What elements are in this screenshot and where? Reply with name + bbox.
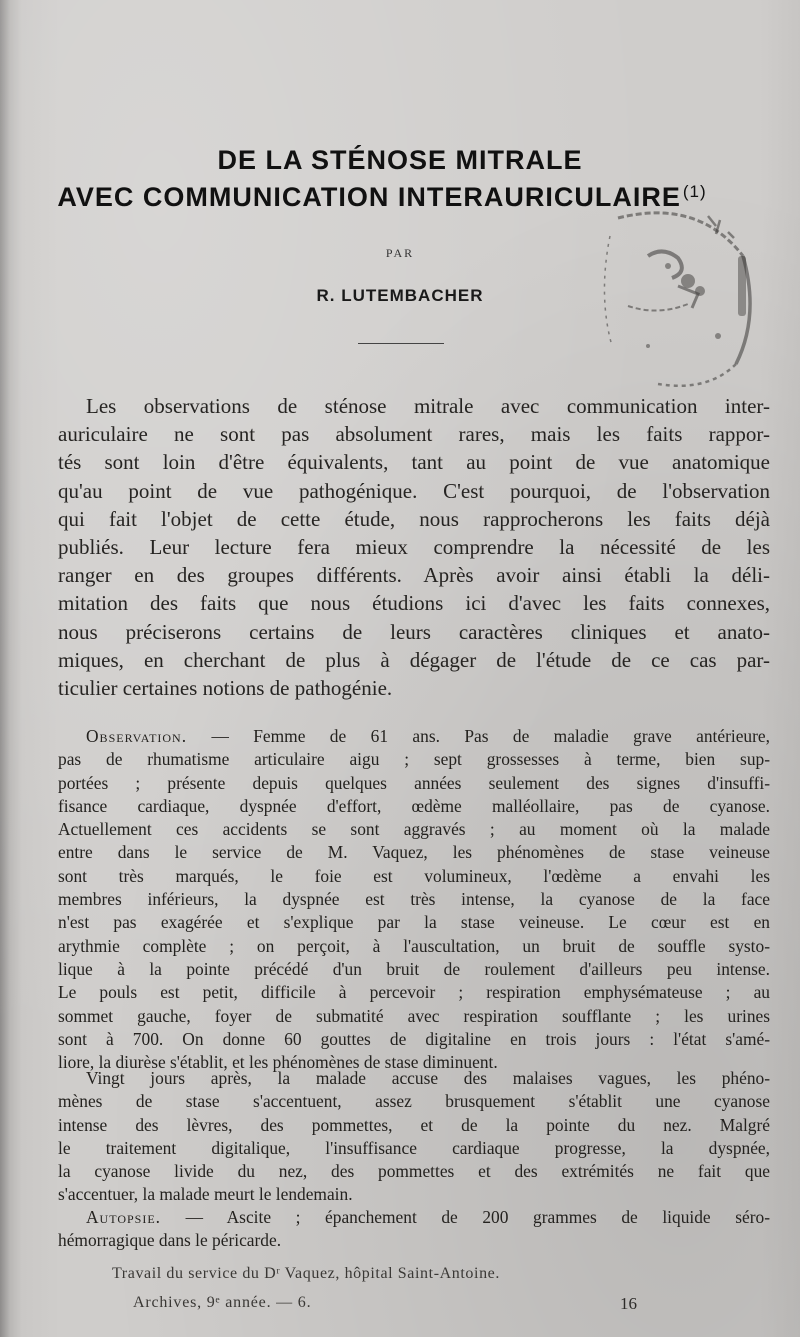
intro-line: auriculaire ne sont pas absolument rares, mais les faits rappor- bbox=[58, 422, 770, 447]
observation-label: Observation. bbox=[86, 726, 188, 746]
intro-paragraph bbox=[58, 392, 770, 702]
page-number: 16 bbox=[620, 1294, 637, 1313]
clinical-course-line: intense des lèvres, des pommettes, et de la pointe du nez. Malgré bbox=[58, 1114, 770, 1135]
observation-first-line bbox=[58, 725, 770, 748]
intro-line: ticulier certaines notions de pathogénie. bbox=[58, 676, 393, 701]
autopsy-first-line bbox=[58, 1206, 770, 1229]
footnote-marker: (1) bbox=[682, 182, 707, 201]
observation-line: sommet gauche, foyer de submatité avec respiration soufflante ; les urines bbox=[58, 1005, 770, 1026]
observation-line: entre dans le service de M. Vaquez, les phénomènes de stase veineuse bbox=[58, 842, 770, 863]
clinical-course-line: s'accentuer, la malade meurt le lendemain. bbox=[58, 1184, 353, 1205]
clinical-course-line: mènes de stase s'accentuent, assez brusquement s'établit une cyanose bbox=[58, 1091, 770, 1112]
clinical-course-line: Vingt jours après, la malade accuse des malaises vagues, les phéno- bbox=[86, 1068, 770, 1088]
library-stamp bbox=[588, 196, 758, 392]
observation-line: sont à 700. On donne 60 gouttes de digitaline en trois jours : l'état s'amé- bbox=[58, 1028, 770, 1049]
observation-line: n'est pas exagérée et s'explique par la stase veineuse. Le cœur est en bbox=[58, 912, 770, 933]
clinical-course-line: la cyanose livide du nez, des pommettes et des extrémités ne fait que bbox=[58, 1161, 770, 1182]
observation-line: lique à la pointe précédé d'un bruit de roulement d'ailleurs peu intense. bbox=[58, 958, 770, 979]
observation-line: sont très marqués, le foie est volumineux, l'œdème a envahi les bbox=[58, 865, 770, 886]
journal-reference: Archives, 9ᵉ année. — 6. bbox=[133, 1294, 312, 1311]
observation-line: portées ; présente depuis quelques années seulement des signes d'insuffi- bbox=[58, 772, 770, 793]
observation-first-text: — Femme de 61 ans. Pas de maladie grave antérieure, bbox=[187, 726, 770, 746]
observation-line: Le pouls est petit, difficile à percevoir ; respiration emphysémateuse ; au bbox=[58, 982, 770, 1003]
title-line-1: DE LA STÉNOSE MITRALE bbox=[217, 145, 583, 175]
observation-line: fisance cardiaque, dyspnée d'effort, œdème malléollaire, pas de cyanose. bbox=[58, 795, 770, 816]
observation-line: liore, la diurèse s'établit, et les phénomènes de stase diminuent. bbox=[58, 1052, 498, 1073]
autopsy-label: Autopsie. bbox=[86, 1207, 162, 1227]
observation-line: arythmie complète ; on perçoit, à l'auscultation, un bruit de souffle systo- bbox=[58, 935, 770, 956]
intro-line: qu'au point de vue pathogénique. C'est pourquoi, de l'observation bbox=[58, 478, 770, 503]
by-label: PAR bbox=[385, 246, 415, 260]
observation-line: Actuellement ces accidents se sont aggravés ; au moment où la malade bbox=[58, 819, 770, 840]
intro-line: qui fait l'objet de cette étude, nous rapprocherons les faits déjà bbox=[58, 506, 770, 531]
author-name: R. LUTEMBACHER bbox=[316, 286, 484, 305]
observation-line: pas de rhumatisme articulaire aigu ; sept grossesses à terme, bien sup- bbox=[58, 749, 770, 770]
intro-line: publiés. Leur lecture fera mieux comprendre la nécessité de les bbox=[58, 535, 770, 560]
observation-line: membres inférieurs, la dyspnée est très intense, la cyanose de la face bbox=[58, 889, 770, 910]
intro-line: miques, en cherchant de plus à dégager de l'étude de ce cas par- bbox=[58, 647, 770, 672]
autopsy-first-text: — Ascite ; épanchement de 200 grammes de liquide séro- bbox=[161, 1207, 770, 1227]
title-line-2-text: AVEC COMMUNICATION INTERAURICULAIRE bbox=[57, 182, 681, 212]
clinical-course-paragraph bbox=[58, 1067, 770, 1207]
autopsy-paragraph bbox=[58, 1206, 770, 1253]
clinical-course-line: le traitement digitalique, l'insuffisance cardiaque progresse, la dyspnée, bbox=[58, 1137, 770, 1158]
separator-rule bbox=[358, 343, 444, 344]
footnote: Travail du service du Dʳ Vaquez, hôpital Saint-Antoine. bbox=[112, 1265, 500, 1282]
intro-line: Les observations de sténose mitrale avec communication inter- bbox=[86, 394, 770, 418]
intro-line: tés sont loin d'être équivalents, tant au point de vue anatomique bbox=[58, 450, 770, 475]
autopsy-line: hémorragique dans le péricarde. bbox=[58, 1230, 282, 1251]
intro-line: nous préciserons certains de leurs caractères cliniques et anato- bbox=[58, 619, 770, 644]
observation-paragraph bbox=[58, 725, 770, 1074]
intro-line: mitation des faits que nous étudions ici d'avec les faits connexes, bbox=[58, 591, 770, 616]
intro-line: ranger en des groupes différents. Après avoir ainsi établi la déli- bbox=[58, 563, 770, 588]
